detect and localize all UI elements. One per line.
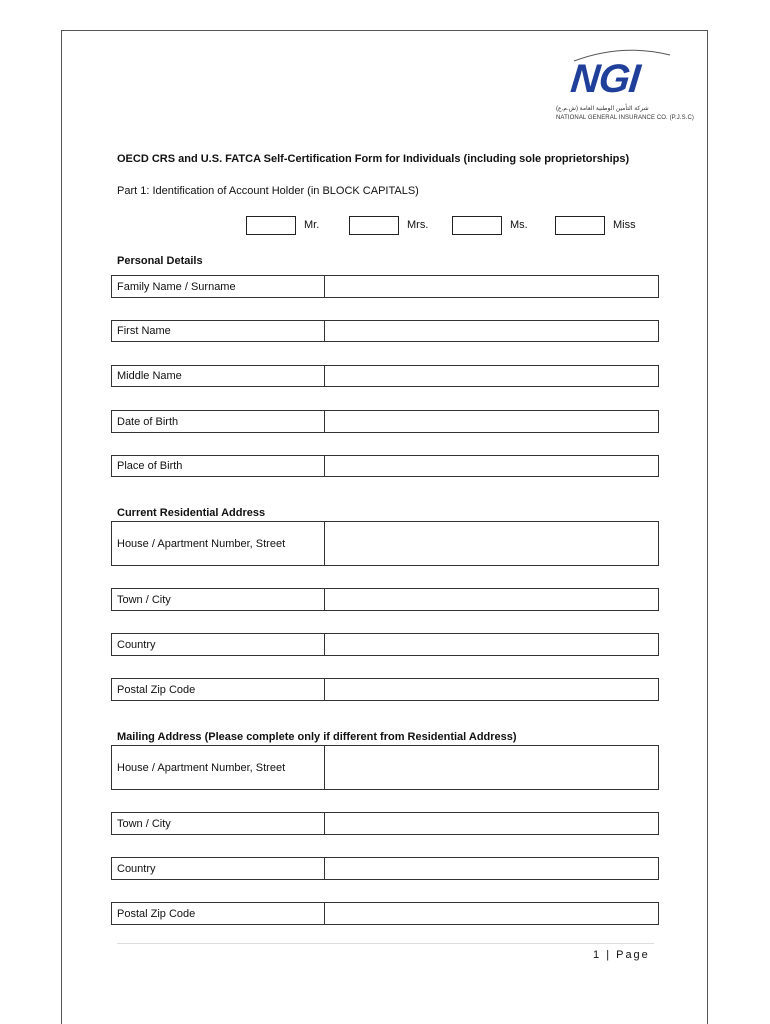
- logo-arabic-name: ﺷﺮﻛﺔ ﺍﻟﺘﺄﻣﻴﻦ ﺍﻟﻮﻃﻨﻴﺔ ﺍﻟﻌﺎﻣﺔ (ﺵ.ﻡ.ﻉ): [556, 106, 649, 112]
- page-number: 1: [593, 949, 602, 961]
- mailing-city-input[interactable]: [325, 813, 658, 834]
- salutation-mrs-checkbox[interactable]: [349, 216, 399, 235]
- mailing-country-label: Country: [112, 858, 325, 879]
- salutation-miss-label: Miss: [613, 219, 636, 231]
- mailing-city-row: [111, 812, 659, 835]
- form-title: OECD CRS and U.S. FATCA Self-Certification Form for Individuals (including sole proprietorships): [117, 153, 630, 165]
- part1-heading: Part 1: Identification of Account Holder (in BLOCK CAPITALS): [117, 185, 419, 197]
- first-name-row: [111, 320, 659, 342]
- residential-zip-input[interactable]: [325, 679, 658, 700]
- place-of-birth-input[interactable]: [325, 456, 658, 476]
- footer-divider: [117, 943, 654, 944]
- family-name-row: [111, 275, 659, 298]
- residential-city-input[interactable]: [325, 589, 658, 610]
- mailing-zip-row: [111, 902, 659, 925]
- mailing-address-heading: Mailing Address (Please complete only if different from Residential Address): [117, 731, 517, 743]
- place-of-birth-row: [111, 455, 659, 477]
- page-label: | Page: [606, 949, 650, 961]
- first-name-input[interactable]: [325, 321, 658, 341]
- residential-street-input[interactable]: [325, 522, 658, 565]
- page-footer: [593, 949, 650, 961]
- family-name-label: Family Name / Surname: [112, 276, 325, 297]
- middle-name-row: [111, 365, 659, 387]
- mailing-street-label: House / Apartment Number, Street: [112, 746, 325, 789]
- logo-text: NGI: [568, 57, 642, 101]
- logo-english-name: NATIONAL GENERAL INSURANCE CO. (P.J.S.C): [556, 115, 695, 121]
- residential-country-input[interactable]: [325, 634, 658, 655]
- residential-city-row: [111, 588, 659, 611]
- residential-city-label: Town / City: [112, 589, 325, 610]
- residential-zip-label: Postal Zip Code: [112, 679, 325, 700]
- date-of-birth-row: [111, 410, 659, 433]
- mailing-street-row: [111, 745, 659, 790]
- place-of-birth-label: Place of Birth: [112, 456, 325, 476]
- salutation-mrs-label: Mrs.: [407, 219, 429, 231]
- residential-street-row: [111, 521, 659, 566]
- date-of-birth-label: Date of Birth: [112, 411, 325, 432]
- middle-name-label: Middle Name: [112, 366, 325, 386]
- residential-zip-row: [111, 678, 659, 701]
- salutation-ms-label: Ms.: [510, 219, 528, 231]
- residential-country-label: Country: [112, 634, 325, 655]
- mailing-street-input[interactable]: [325, 746, 658, 789]
- mailing-city-label: Town / City: [112, 813, 325, 834]
- mailing-zip-input[interactable]: [325, 903, 658, 924]
- mailing-zip-label: Postal Zip Code: [112, 903, 325, 924]
- residential-street-label: House / Apartment Number, Street: [112, 522, 325, 565]
- mailing-country-row: [111, 857, 659, 880]
- residential-address-heading: Current Residential Address: [117, 507, 266, 519]
- salutation-mr-label: Mr.: [304, 219, 320, 231]
- salutation-mr-checkbox[interactable]: [246, 216, 296, 235]
- middle-name-input[interactable]: [325, 366, 658, 386]
- first-name-label: First Name: [112, 321, 325, 341]
- family-name-input[interactable]: [325, 276, 658, 297]
- mailing-country-input[interactable]: [325, 858, 658, 879]
- residential-country-row: [111, 633, 659, 656]
- company-logo: [548, 47, 695, 127]
- salutation-miss-checkbox[interactable]: [555, 216, 605, 235]
- personal-details-heading: Personal Details: [117, 255, 203, 267]
- date-of-birth-input[interactable]: [325, 411, 658, 432]
- salutation-ms-checkbox[interactable]: [452, 216, 502, 235]
